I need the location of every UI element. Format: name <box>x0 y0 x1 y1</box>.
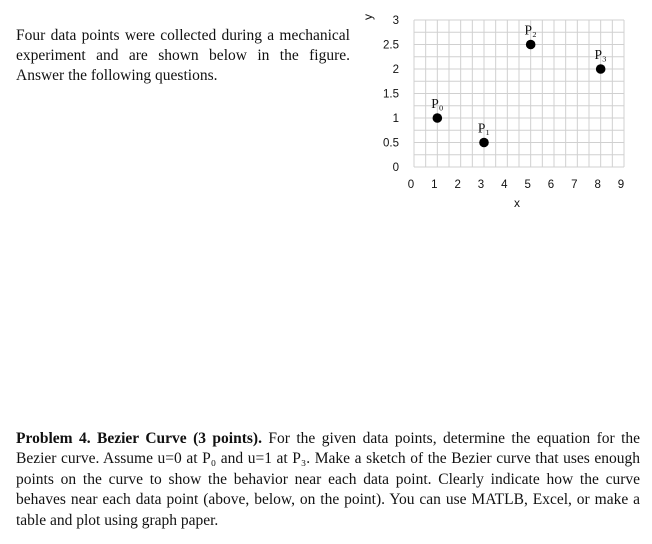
y-tick-label: 0 <box>392 162 399 174</box>
data-point-marker <box>596 64 606 74</box>
data-point-label: P₃ <box>594 47 607 62</box>
data-point-label: P₀ <box>431 96 444 111</box>
x-tick-label: 2 <box>454 179 461 191</box>
x-axis-label: x <box>514 196 520 210</box>
y-axis-ticks <box>383 15 399 174</box>
problem-heading: Problem 4. Bezier Curve (3 points). <box>16 430 262 447</box>
x-tick-label: 5 <box>524 179 531 191</box>
y-tick-label: 1.5 <box>383 88 399 101</box>
x-tick-label: 4 <box>501 179 508 191</box>
x-tick-label: 8 <box>594 179 601 191</box>
data-point-marker <box>479 138 489 148</box>
y-tick-label: 2 <box>392 64 399 76</box>
y-tick-label: 0.5 <box>383 137 399 150</box>
x-tick-label: 6 <box>547 179 555 191</box>
intro-text: Four data points were collected during a mechanical experiment and are shown below in the figure. Answer the following questions. <box>16 27 350 84</box>
x-axis-ticks <box>408 179 624 191</box>
data-point-marker <box>433 113 443 123</box>
y-tick-label: 3 <box>392 15 399 27</box>
problem-text <box>16 429 640 531</box>
data-point-label: P₁ <box>477 120 491 136</box>
x-tick-label: 1 <box>431 179 438 191</box>
y-tick-label: 1 <box>392 113 399 125</box>
x-tick-label: 3 <box>477 179 485 191</box>
problem-body: For the given data points, determine the equation for the Bezier curve. Assume u=0 at P₀ and u=1 at P₃. Make a sketch of the Bezier curve that uses enough points on the curve to show the behavior near each data point. Clearly indicate how the curve behaves near each data point (above, below, on the point). You can use MATLB, Excel, or make a table and plot using graph paper. <box>16 430 641 529</box>
x-tick-label: 7 <box>571 179 578 191</box>
data-point-marker <box>526 40 536 50</box>
scatter-chart <box>0 0 652 230</box>
x-tick-label: 9 <box>617 179 625 191</box>
y-tick-label: 2.5 <box>383 39 399 52</box>
chart-grid <box>414 20 624 167</box>
x-tick-label: 0 <box>407 179 415 191</box>
y-axis-label: y <box>361 14 375 20</box>
data-point-label: P₂ <box>524 22 537 38</box>
